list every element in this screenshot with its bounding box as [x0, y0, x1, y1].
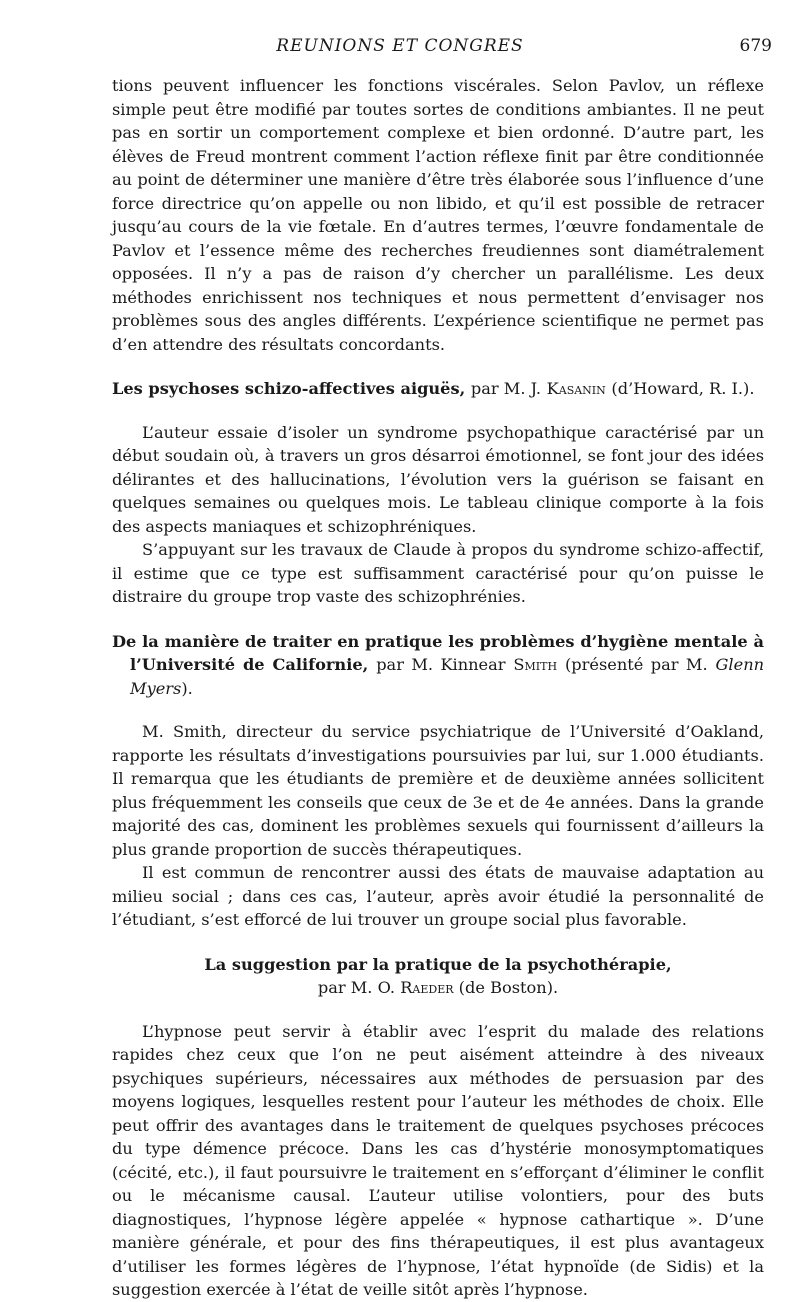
section-paragraph: M. Smith, directeur du service psychiatrique de l’Université d’Oakland, rapporte les résultats d’investigations poursuivies par lui, sur 1.000 étudiants. Il remarqua que les étudiants de première et de deuxième années sollicitent plus fréquemment les conseils que ceux de 3e et de 4e années. Dans la grande majorité des cas, dominent les problèmes sexuels qui fournissent d’ailleurs la plus grande proportion de succès thérapeutiques.	[112, 722, 764, 859]
section-heading-suggestion	[112, 953, 764, 977]
section-paragraph: S’appuyant sur les travaux de Claude à propos du syndrome schizo-affectif, il estime que ce type est suffisamment caractérisé pour qu’on puisse le distraire du groupe trop vaste des schizophrénies.	[112, 540, 764, 606]
section-paragraph: L’auteur essaie d’isoler un syndrome psychopathique caractérisé par un début soudain où, à travers un gros désarroi émotionnel, se font jour des idées délirantes et des hallucinations, l’évolution vers la guérison se faisant en quelques semaines ou quelques mois. Le tableau clinique comporte à la fois des aspects maniaques et schizophréniques.	[112, 422, 764, 536]
page-number: 679	[739, 36, 772, 56]
section-byline	[112, 976, 764, 1000]
author-affiliation: (d’Howard, R. I.).	[611, 379, 755, 398]
presenter-suffix: ).	[181, 678, 193, 698]
section-heading-schizo-affective	[112, 377, 764, 401]
section-paragraph: Il est commun de rencontrer aussi des états de mauvaise adaptation au milieu social ; dans ces cas, l’auteur, après avoir étudié la personnalité de l’étudiant, s’est efforcé de lui trouver un groupe social plus favorable.	[112, 863, 764, 929]
section-heading-hygiene-mentale	[112, 630, 764, 701]
byline-prefix: par M. J.	[470, 379, 542, 398]
presenter-name: Glenn Myers	[130, 655, 765, 698]
byline-prefix: par M. O.	[317, 978, 396, 997]
page-body	[112, 74, 764, 1302]
section-title: Les psychoses schizo-affectives aiguës,	[112, 379, 466, 398]
author-affiliation: (de Boston).	[458, 978, 559, 997]
author-name: Raeder	[400, 978, 454, 997]
running-title: REUNIONS ET CONGRES	[276, 36, 524, 56]
author-name: Smith	[513, 655, 558, 674]
intro-paragraph: tions peuvent influencer les fonctions viscérales. Selon Pavlov, un réflexe simple peut être modifié par toutes sortes de conditions ambiantes. Il ne peut pas en sortir un comportement complexe et bien ordonné. D’autre part, les élèves de Freud montrent comment l’action réflexe finit par être conditionnée au point de déterminer une manière d’être très élaborée sous l’influence d’une force directrice qu’on appelle ou non libido, et qu’il est possible de retracer jusqu’au cours de la vie fœtale. En d’autres termes, l’œuvre fondamentale de Pavlov et l’essence même des recherches freudiennes sont diamétralement opposées. Il n’y a pas de raison d’y chercher un parallélisme. Les deux méthodes enrichissent nos techniques et nous permettent d’envisager nos problèmes sous des angles différents. L’expérience scientifique ne permet pas d’en attendre des résultats concordants.	[112, 76, 764, 354]
section-paragraph: L’hypnose peut servir à établir avec l’esprit du malade des relations rapides chez ceux que l’on ne peut aisément atteindre à des niveaux psychiques supérieurs, nécessaires aux méthodes de persuasion par des moyens logiques, lesquelles restent pour l’auteur les méthodes de choix. Elle peut offrir des avantages dans le traitement de quelques psychoses précoces du type démence précoce. Dans les cas d’hystérie monosymptomatiques (cécité, etc.), il faut poursuivre le traitement en s’efforçant d’éliminer le conflit ou le mécanisme causal. L’auteur utilise volontiers, pour des buts diagnostiques, l’hypnose légère appelée « hypnose cathartique ». D’une manière générale, et pour des fins thérapeutiques, il est plus avantageux d’utiliser les formes légères de l’hypnose, l’état hypnoïde (de Sidis) et la suggestion exercée à l’état de veille sitôt après l’hypnose.	[112, 1021, 764, 1299]
section-title: De la manière de traiter en pratique les problèmes d’hygiène mentale à l’Université de Californie,	[112, 631, 764, 674]
author-name: Kasanin	[546, 379, 606, 398]
running-head	[0, 36, 800, 58]
section-title: La suggestion par la pratique de la psychothérapie,	[204, 954, 672, 974]
byline-prefix: par M. Kinnear	[376, 655, 506, 674]
presenter-prefix: (présenté par M.	[564, 655, 708, 674]
